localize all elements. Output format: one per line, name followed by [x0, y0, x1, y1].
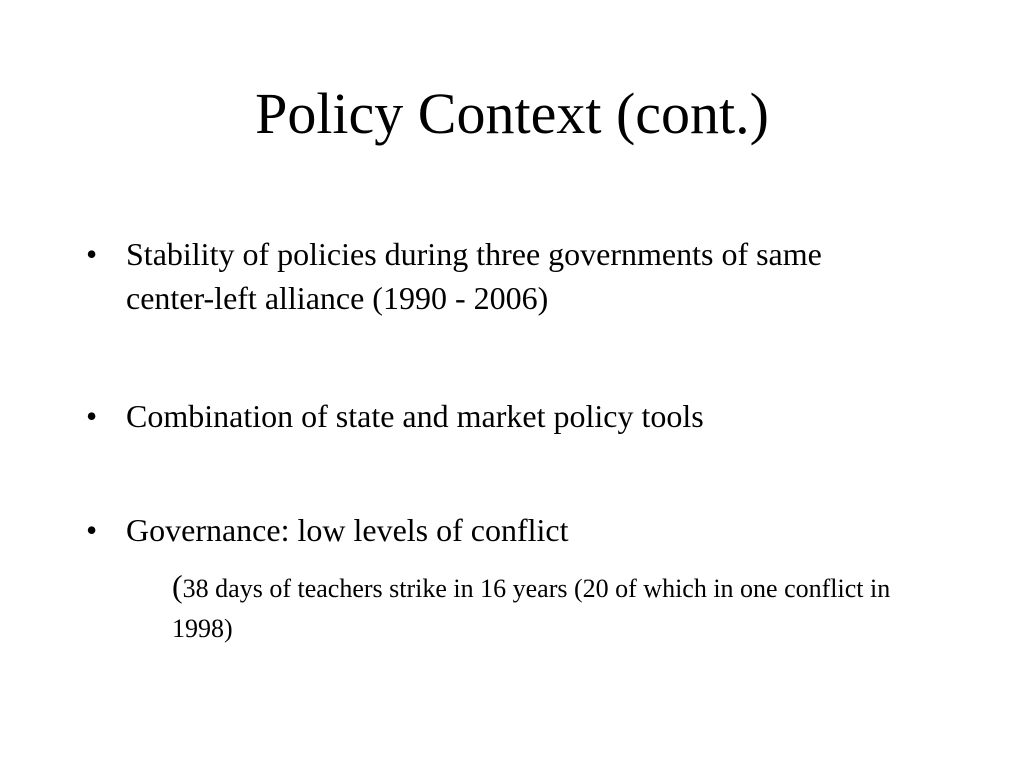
bullet-text: Governance: low levels of conflict: [126, 512, 569, 548]
bullet-icon: •: [86, 398, 98, 434]
bullet-icon: •: [86, 236, 98, 272]
slide-title: Policy Context (cont.): [255, 81, 769, 146]
subnote-open-paren: (: [172, 568, 183, 604]
bullet-icon: •: [86, 512, 98, 548]
bullet-text: Combination of state and market policy tools: [126, 398, 704, 434]
subnote-text: 38 days of teachers strike in 16 years (20 of which in one conflict in 1998): [172, 574, 891, 643]
governance-subnote: [172, 566, 932, 649]
bullet-text: Stability of policies during three governments of same center-left alliance (1990 - 2006): [126, 236, 822, 316]
